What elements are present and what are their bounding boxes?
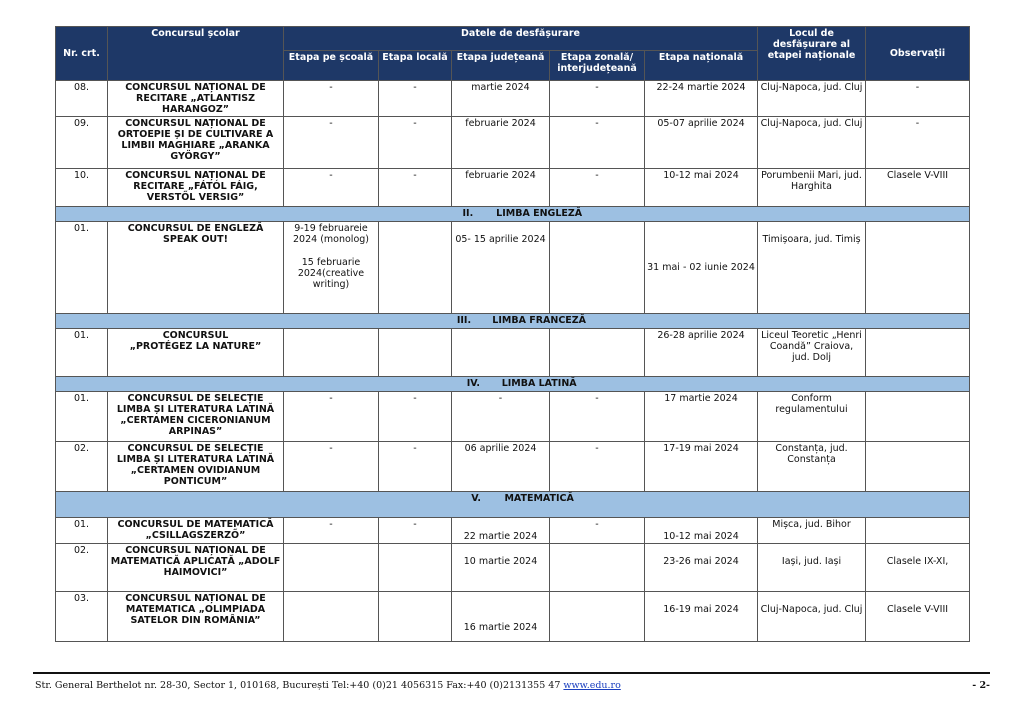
- footer-link[interactable]: www.edu.ro: [563, 680, 621, 691]
- row-locul: Porumbenii Mari, jud. Harghita: [758, 169, 866, 207]
- row-name: [108, 329, 284, 377]
- row-scoala: [284, 592, 379, 642]
- table-row: [56, 81, 970, 117]
- footer-divider: [33, 672, 990, 674]
- section-latina: [56, 377, 970, 392]
- row-zonala: -: [550, 442, 645, 492]
- row-nationala: 22-24 martie 2024: [645, 81, 758, 117]
- row-nationala: 31 mai - 02 iunie 2024: [645, 222, 758, 314]
- row-locala: -: [379, 81, 452, 117]
- row-zonala: -: [550, 518, 645, 544]
- row-obs: [866, 329, 970, 377]
- table-row: [56, 592, 970, 642]
- row-zonala: [550, 329, 645, 377]
- section-franceza: [56, 314, 970, 329]
- table-row: [56, 518, 970, 544]
- page-number: - 2-: [972, 680, 990, 691]
- header-datele: Datele de desfășurare: [284, 27, 758, 51]
- table-row: [56, 544, 970, 592]
- row-judeteana: februarie 2024: [452, 117, 550, 169]
- row-obs: Clasele V-VIII: [866, 169, 970, 207]
- row-scoala: -: [284, 81, 379, 117]
- section-title: MATEMATICĂ: [504, 493, 574, 504]
- row-zonala: -: [550, 169, 645, 207]
- row-nr: 01.: [56, 518, 108, 544]
- name-line-2: „PROTÉGEZ LA NATURE”: [129, 341, 262, 352]
- row-obs: -: [866, 81, 970, 117]
- header-concurs: Concursul școlar: [108, 27, 284, 81]
- table-row: [56, 329, 970, 377]
- row-name: CONCURSUL DE ENGLEZĂ SPEAK OUT!: [108, 222, 284, 314]
- row-judeteana: 06 aprilie 2024: [452, 442, 550, 492]
- row-nr: 02.: [56, 544, 108, 592]
- row-nr: 03.: [56, 592, 108, 642]
- row-judeteana: 22 martie 2024: [452, 518, 550, 544]
- section-number: II.: [462, 208, 474, 219]
- row-locala: [379, 592, 452, 642]
- row-nr: 02.: [56, 442, 108, 492]
- row-locala: -: [379, 518, 452, 544]
- header-etapa-nationala: Etapa națională: [645, 51, 758, 81]
- table-row: [56, 442, 970, 492]
- row-name: CONCURSUL NAȚIONAL DE ORTOEPIE ȘI DE CULTIVARE A LIMBII MAGHIARE „ARANKA GYÖRGY”: [108, 117, 284, 169]
- row-locala: -: [379, 169, 452, 207]
- table-row: [56, 117, 970, 169]
- row-obs: Clasele V-VIII: [866, 592, 970, 642]
- scoala-writing: 15 februarie 2024(creative writing): [297, 257, 365, 290]
- row-locala: [379, 222, 452, 314]
- row-judeteana: februarie 2024: [452, 169, 550, 207]
- header-observatii: Observații: [866, 27, 970, 81]
- row-zonala: [550, 222, 645, 314]
- row-name: CONCURSUL NAȚIONAL DE MATEMATICA „OLIMPIADA SATELOR DIN ROMÂNIA”: [108, 592, 284, 642]
- row-locala: -: [379, 117, 452, 169]
- row-name: CONCURSUL DE SELECȚIE LIMBA ȘI LITERATURA LATINĂ „CERTAMEN CICERONIANUM ARPINAS”: [108, 392, 284, 442]
- row-name: CONCURSUL DE MATEMATICĂ „CSILLAGSZERZŐ”: [108, 518, 284, 544]
- row-judeteana: martie 2024: [452, 81, 550, 117]
- row-locul: Cluj-Napoca, jud. Cluj: [758, 592, 866, 642]
- section-title: LIMBA ENGLEZĂ: [496, 208, 583, 219]
- name-line-1: CONCURSUL: [162, 330, 229, 341]
- row-locul: Conform regulamentului: [758, 392, 866, 442]
- row-nr: 08.: [56, 81, 108, 117]
- row-nr: 01.: [56, 329, 108, 377]
- row-locul: Mișca, jud. Bihor: [758, 518, 866, 544]
- row-name: CONCURSUL DE SELECȚIE LIMBA ȘI LITERATURA LATINĂ „CERTAMEN OVIDIANUM PONTICUM”: [108, 442, 284, 492]
- row-nr: 01.: [56, 222, 108, 314]
- row-nr: 09.: [56, 117, 108, 169]
- row-judeteana: [452, 329, 550, 377]
- page-footer: [35, 680, 990, 691]
- row-zonala: -: [550, 81, 645, 117]
- row-locala: -: [379, 442, 452, 492]
- row-scoala: [284, 329, 379, 377]
- section-number: III.: [456, 315, 472, 326]
- section-number: IV.: [466, 378, 481, 389]
- table-row: [56, 169, 970, 207]
- row-locul: Liceul Teoretic „Henri Coandă” Craiova, jud. Dolj: [758, 329, 866, 377]
- row-name: CONCURSUL NAȚIONAL DE RECITARE „ATLANTISZ HARANGOZ”: [108, 81, 284, 117]
- competitions-table: [55, 26, 970, 642]
- row-nationala: 17 martie 2024: [645, 392, 758, 442]
- row-judeteana: 10 martie 2024: [452, 544, 550, 592]
- row-nationala: 05-07 aprilie 2024: [645, 117, 758, 169]
- row-zonala: [550, 592, 645, 642]
- row-judeteana: -: [452, 392, 550, 442]
- row-obs: [866, 222, 970, 314]
- header-etapa-scoala: Etapa pe școală: [284, 51, 379, 81]
- header-etapa-locala: Etapa locală: [379, 51, 452, 81]
- row-scoala: -: [284, 169, 379, 207]
- row-nationala: 26-28 aprilie 2024: [645, 329, 758, 377]
- table-row: [56, 222, 970, 314]
- row-nationala: 10-12 mai 2024: [645, 518, 758, 544]
- header-etapa-zonala: Etapa zonală/ interjudețeană: [550, 51, 645, 81]
- row-obs: -: [866, 117, 970, 169]
- row-nationala: 23-26 mai 2024: [645, 544, 758, 592]
- row-nationala: 10-12 mai 2024: [645, 169, 758, 207]
- row-locul: Cluj-Napoca, jud. Cluj: [758, 117, 866, 169]
- row-locala: -: [379, 392, 452, 442]
- row-locala: [379, 544, 452, 592]
- row-judeteana: 05- 15 aprilie 2024: [452, 222, 550, 314]
- header-locul: Locul de desfășurare al etapei naționale: [758, 27, 866, 81]
- row-nr: 10.: [56, 169, 108, 207]
- row-obs: [866, 518, 970, 544]
- section-matematica: [56, 492, 970, 518]
- row-locala: [379, 329, 452, 377]
- row-zonala: -: [550, 392, 645, 442]
- row-scoala: [284, 544, 379, 592]
- section-number: V.: [471, 493, 481, 504]
- row-scoala: -: [284, 117, 379, 169]
- section-title: LIMBA LATINĂ: [501, 378, 577, 389]
- row-zonala: [550, 544, 645, 592]
- section-title: LIMBA FRANCEZĂ: [492, 315, 587, 326]
- header-nr: Nr. crt.: [56, 27, 108, 81]
- row-scoala: [284, 222, 379, 314]
- row-scoala: -: [284, 442, 379, 492]
- row-name: CONCURSUL NAȚIONAL DE RECITARE „FÁTÓL FÁIG, VERSTŐL VERSIG”: [108, 169, 284, 207]
- row-locul: Cluj-Napoca, jud. Cluj: [758, 81, 866, 117]
- row-obs: Clasele IX-XI,: [866, 544, 970, 592]
- section-engleza: [56, 207, 970, 222]
- row-nationala: 17-19 mai 2024: [645, 442, 758, 492]
- header-etapa-judeteana: Etapa județeană: [452, 51, 550, 81]
- row-locul: Timișoara, jud. Timiș: [758, 222, 866, 314]
- row-locul: Constanța, jud. Constanța: [758, 442, 866, 492]
- row-name: CONCURSUL NAȚIONAL DE MATEMATICĂ APLICATĂ „ADOLF HAIMOVICI”: [108, 544, 284, 592]
- row-scoala: -: [284, 392, 379, 442]
- row-obs: [866, 392, 970, 442]
- row-scoala: -: [284, 518, 379, 544]
- row-zonala: -: [550, 117, 645, 169]
- row-locul: Iași, jud. Iași: [758, 544, 866, 592]
- table-row: [56, 392, 970, 442]
- row-nr: 01.: [56, 392, 108, 442]
- scoala-monolog: 9-19 februareie 2024 (monolog): [293, 223, 369, 245]
- row-nationala: 16-19 mai 2024: [645, 592, 758, 642]
- footer-address: Str. General Berthelot nr. 28-30, Sector 1, 010168, București Tel:+40 (0)21 4056315 Fax:+40 (0)2131355 47: [35, 680, 561, 691]
- row-obs: [866, 442, 970, 492]
- row-judeteana: 16 martie 2024: [452, 592, 550, 642]
